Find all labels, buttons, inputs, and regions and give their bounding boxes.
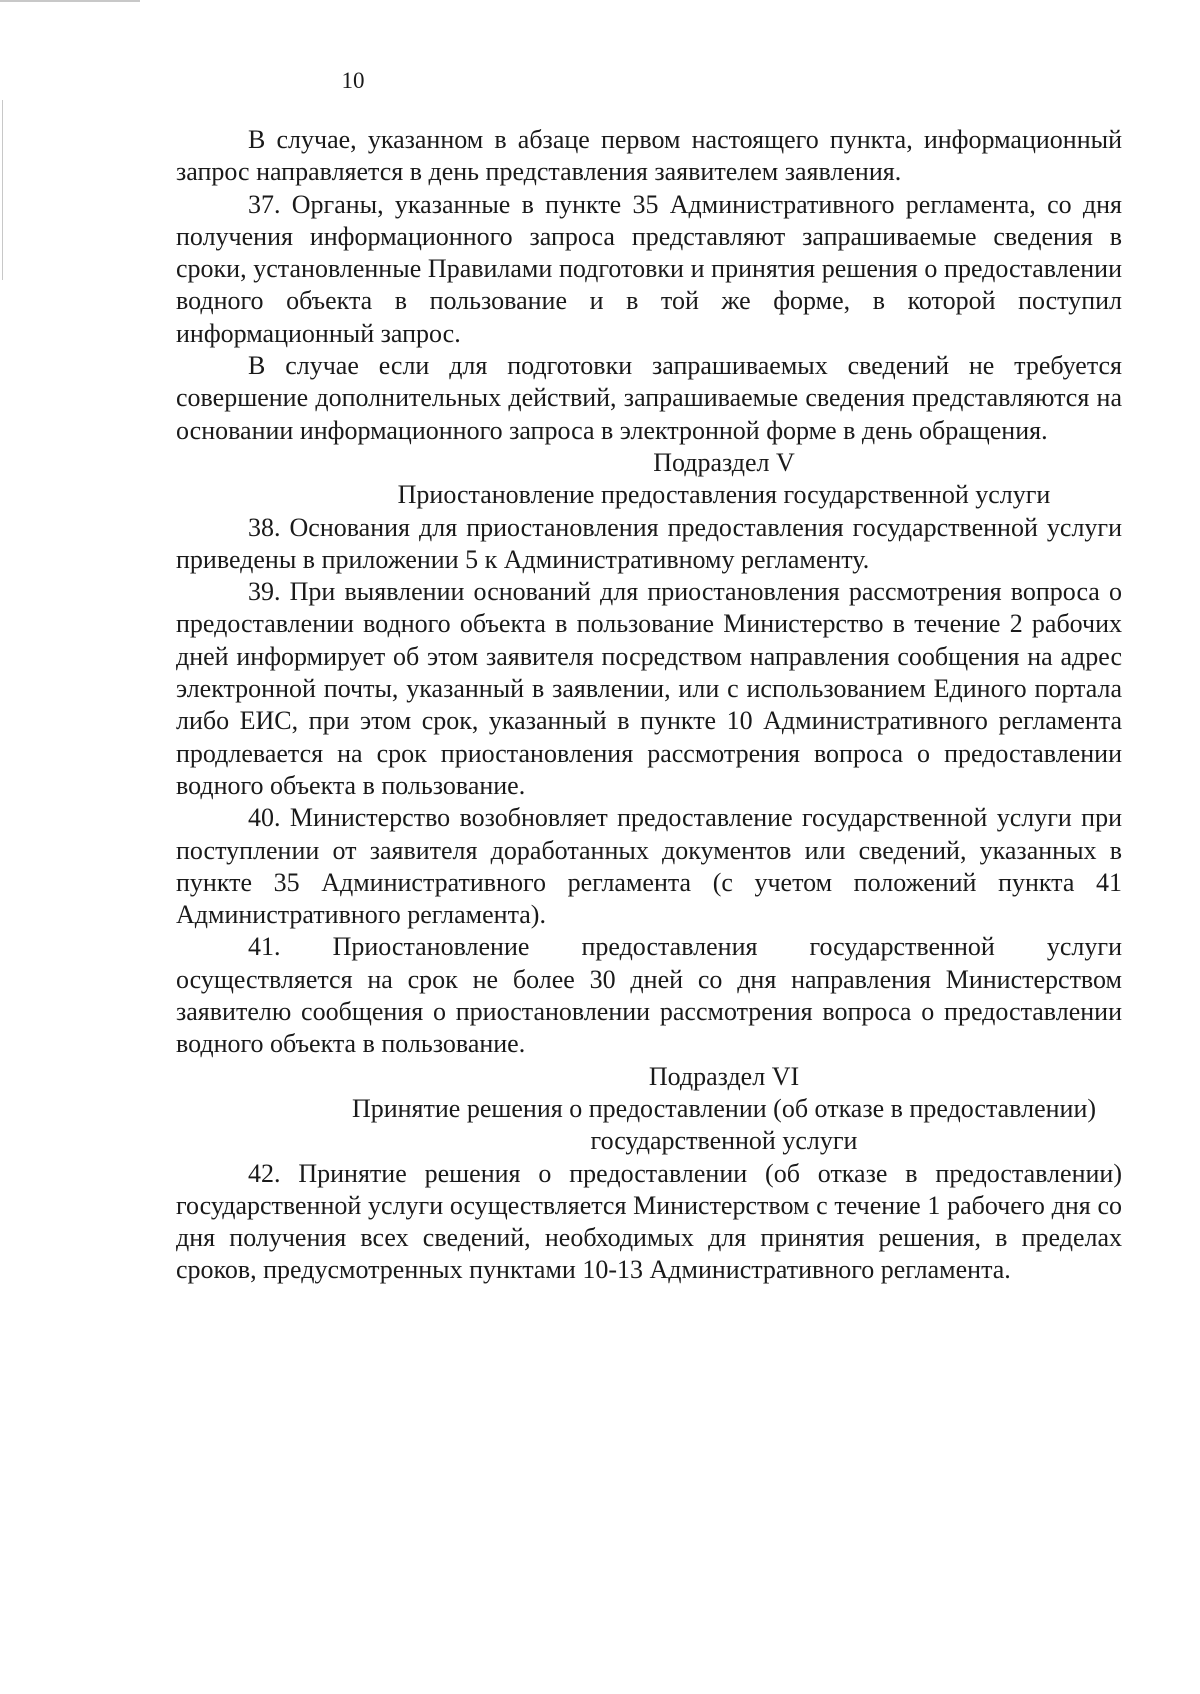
paragraph-36-continuation: В случае, указанном в абзаце первом настоящего пункта, информационный запрос направляется в день представления заявителем заявления. <box>176 125 1122 187</box>
page-number: 10 <box>341 68 365 93</box>
paragraph-40: 40. Министерство возобновляет предоставление государственной услуги при поступлении от заявителя доработанных документов или сведений, указанных в пункте 35 Административного регламента (с учетом положений пункта 41 Административного регламента). <box>176 803 1122 930</box>
section-v-title: Приостановление предоставления государственной услуги <box>397 480 1051 510</box>
section-vi-title-line1: Принятие решения о предоставлении (об отказе в предоставлении) <box>351 1093 1097 1123</box>
section-vi-label: Подраздел VI <box>648 1061 800 1091</box>
paragraph-37-continuation: В случае если для подготовки запрашиваемых сведений не требуется совершение дополнительных действий, запрашиваемые сведения представляются на основании информационного запроса в электронной форме в день обращения. <box>176 351 1122 445</box>
section-vi-title-line2: государственной услуги <box>590 1126 858 1156</box>
paragraph-41: 41. Приостановление предоставления государственной услуги осуществляется на срок не более 30 дней со дня направления Министерством заявителю сообщения о приостановлении рассмотрения вопроса о предоставлении водного объекта в пользование. <box>176 932 1122 1059</box>
scan-artifact-left-line <box>2 100 3 280</box>
document-body <box>176 124 1122 1287</box>
paragraph-38: 38. Основания для приостановления предоставления государственной услуги приведены в приложении 5 к Административному регламенту. <box>176 512 1122 574</box>
scan-artifact-top-line <box>0 0 140 2</box>
section-v-label: Подраздел V <box>653 447 795 477</box>
paragraph-39: 39. При выявлении оснований для приостановления рассмотрения вопроса о предоставлении водного объекта в пользование Министерство в течение 2 рабочих дней информирует об этом заявителя посредством направления сообщения на адрес электронной почты, указанный в заявлении, или с использованием Единого портала либо ЕИС, при этом срок, указанный в пункте 10 Административного регламента продлевается на срок приостановления рассмотрения вопроса о предоставлении водного объекта в пользование. <box>176 577 1122 800</box>
paragraph-42: 42. Принятие решения о предоставлении (об отказе в предоставлении) государственной услуги осуществляется Министерством с течение 1 рабочего дня со дня получения всех сведений, необходимых для принятия решения, в пределах сроков, предусмотренных пунктами 10-13 Административного регламента. <box>176 1158 1122 1285</box>
paragraph-37: 37. Органы, указанные в пункте 35 Административного регламента, со дня получения информационного запроса представляют запрашиваемые сведения в сроки, установленные Правилами подготовки и принятия решения о предоставлении водного объекта в пользование и в той же форме, в которой поступил информационный запрос. <box>176 189 1122 348</box>
